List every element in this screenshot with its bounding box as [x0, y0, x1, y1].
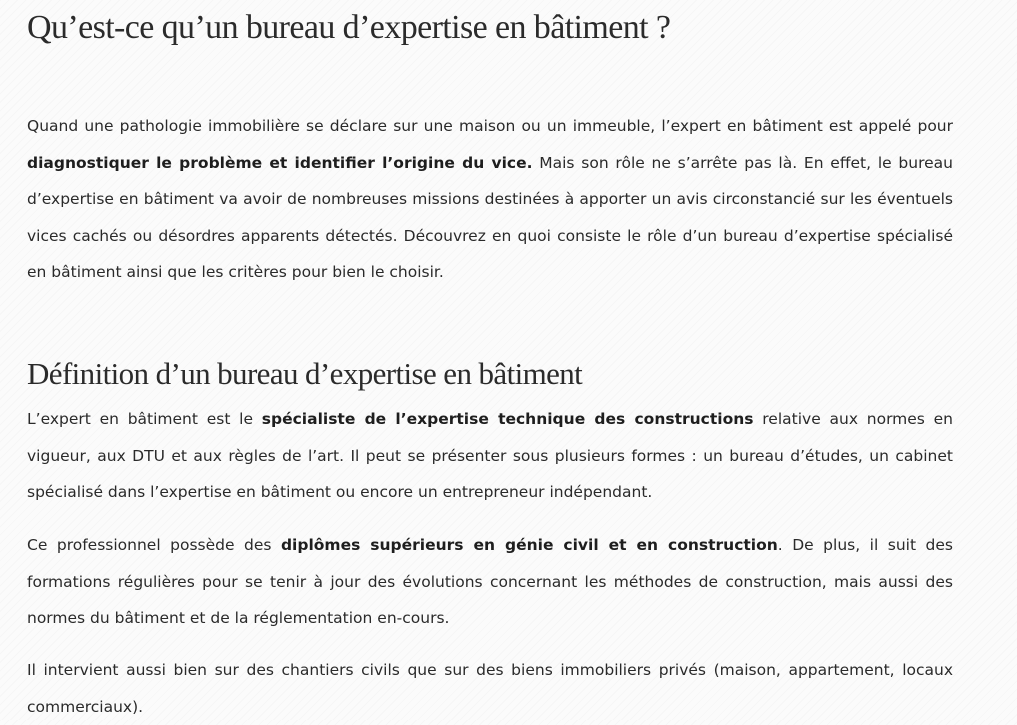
definition-text-2: relative aux normes en vigueur, aux DTU et aux règles de l’art. Il peut se présenter sous plusieurs formes : un bureau d’études, un cabinet spécialisé dans l’expertise en bâtiment ou encore un entrepreneur indépendant. — [27, 410, 953, 501]
intro-paragraph — [27, 108, 953, 291]
intro-text-1: Quand une pathologie immobilière se déclare sur une maison ou un immeuble, l’expert en bâtiment est appelé pour — [27, 117, 953, 135]
scope-paragraph — [27, 652, 953, 725]
scope-text-1: Il intervient aussi bien sur des chantiers civils que sur des biens immobiliers privés (maison, appartement, locaux commerciaux). — [27, 661, 953, 716]
qualifications-bold-1: diplômes supérieurs en génie civil et en construction — [280, 536, 778, 554]
qualifications-text-2: . De plus, il suit des formations régulières pour se tenir à jour des évolutions concernant les méthodes de construction, mais aussi des normes du bâtiment et de la réglementation en-cours. — [27, 536, 953, 627]
intro-bold-1: diagnostiquer le problème et identifier l’origine du vice. — [27, 153, 533, 172]
intro-text-2: Mais son rôle ne s’arrête pas là. En effet, le bureau d’expertise en bâtiment va avoir de nombreuses missions destinées à apporter un avis circonstancié sur les éventuels vices cachés ou désordres apparents détectés. Découvrez en quoi consiste le rôle d’un bureau d’expertise spécialisé en bâtiment ainsi que les critères pour bien le choisir. — [27, 153, 953, 281]
definition-paragraph — [27, 401, 953, 511]
article-title: Qu’est-ce qu’un bureau d’expertise en bâtiment ? — [27, 9, 671, 46]
qualifications-text-1: Ce professionnel possède des — [27, 536, 281, 554]
section-heading: Définition d’un bureau d’expertise en bâtiment — [27, 356, 583, 391]
definition-bold-1: spécialiste de l’expertise technique des constructions — [261, 410, 754, 428]
definition-text-1: L’expert en bâtiment est le — [27, 410, 262, 428]
qualifications-paragraph — [27, 527, 953, 637]
